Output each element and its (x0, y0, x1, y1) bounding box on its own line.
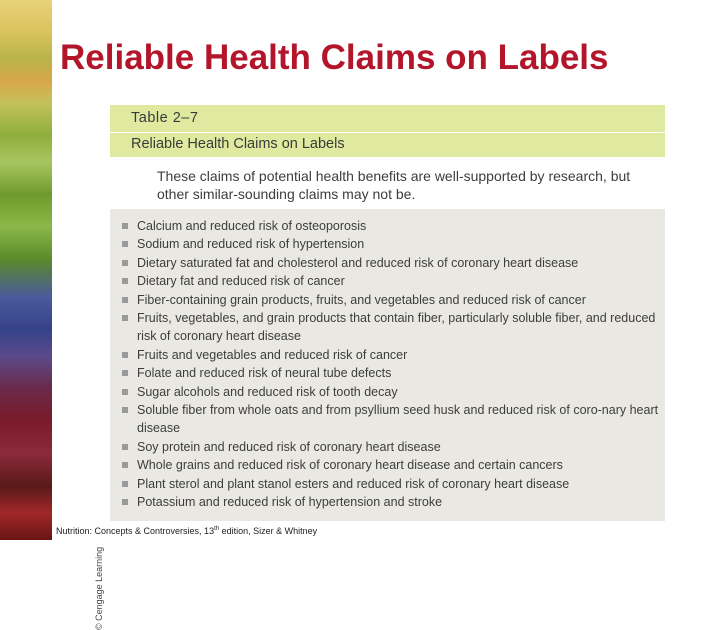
claim-text: Whole grains and reduced risk of coronary heart disease and certain cancers (137, 458, 563, 473)
claim-text: Folate and reduced risk of neural tube defects (137, 366, 392, 381)
footer-superscript: th (214, 526, 220, 532)
claim-list-item (110, 309, 665, 346)
table-header (110, 105, 665, 157)
slide-footer (56, 526, 317, 536)
table-intro-text: These claims of potential health benefits are well-supported by research, but other similar-sounding claims may not be. (157, 168, 631, 202)
image-credit: © Cengage Learning (94, 546, 104, 630)
header-divider (110, 132, 665, 133)
claim-list-item (110, 401, 665, 438)
claim-text: Dietary saturated fat and cholesterol and reduced risk of coronary heart disease (137, 255, 579, 270)
bullet-icon (122, 389, 128, 395)
claim-text: Sodium and reduced risk of hypertension (137, 237, 365, 252)
bullet-icon (122, 241, 128, 247)
claim-list-item (110, 493, 665, 511)
claim-list-item (110, 438, 665, 456)
claim-text: Soluble fiber from whole oats and from psyllium seed husk and reduced risk of coro-nary heart disease (137, 403, 659, 436)
claim-list-item (110, 254, 665, 272)
slide-title: Reliable Health Claims on Labels (60, 38, 609, 77)
claim-list-item (110, 383, 665, 401)
claim-list-item (110, 346, 665, 364)
claim-list-item (110, 456, 665, 474)
bullet-icon (122, 278, 128, 284)
claim-text: Potassium and reduced risk of hypertension and stroke (137, 495, 443, 510)
claim-text: Dietary fat and reduced risk of cancer (137, 274, 345, 289)
bullet-icon (122, 260, 128, 266)
footer-text-rest: edition, Sizer & Whitney (219, 526, 318, 536)
produce-image-strip (0, 0, 52, 540)
claims-list (110, 209, 665, 512)
bullet-icon (122, 370, 128, 376)
table-number: Table 2–7 (131, 110, 199, 126)
claim-text: Fruits and vegetables and reduced risk of cancer (137, 347, 408, 362)
bullet-icon (122, 499, 128, 505)
claim-text: Sugar alcohols and reduced risk of tooth decay (137, 384, 398, 399)
claim-list-item (110, 235, 665, 253)
bullet-icon (122, 315, 128, 321)
bullet-icon (122, 297, 128, 303)
claim-list-item (110, 475, 665, 493)
table-intro (110, 157, 665, 209)
health-claims-table (110, 105, 665, 521)
claim-list-item (110, 291, 665, 309)
claim-text: Fiber-containing grain products, fruits, and vegetables and reduced risk of cancer (137, 292, 586, 307)
footer-text: Nutrition: Concepts & Controversies, 13 (56, 526, 215, 536)
bullet-icon (122, 444, 128, 450)
bullet-icon (122, 407, 128, 413)
bullet-icon (122, 462, 128, 468)
claim-list-item (110, 217, 665, 235)
claim-text: Soy protein and reduced risk of coronary heart disease (137, 439, 441, 454)
bullet-icon (122, 481, 128, 487)
claim-text: Calcium and reduced risk of osteoporosis (137, 219, 367, 233)
bullet-icon (122, 223, 128, 229)
table-title: Reliable Health Claims on Labels (131, 136, 345, 152)
claim-list-item (110, 364, 665, 382)
bullet-icon (122, 352, 128, 358)
claim-text: Plant sterol and plant stanol esters and reduced risk of coronary heart disease (137, 476, 570, 491)
claim-text: Fruits, vegetables, and grain products that contain fiber, particularly soluble fiber, and reduced risk of coronary heart disease (137, 311, 656, 344)
claim-list-item (110, 272, 665, 290)
